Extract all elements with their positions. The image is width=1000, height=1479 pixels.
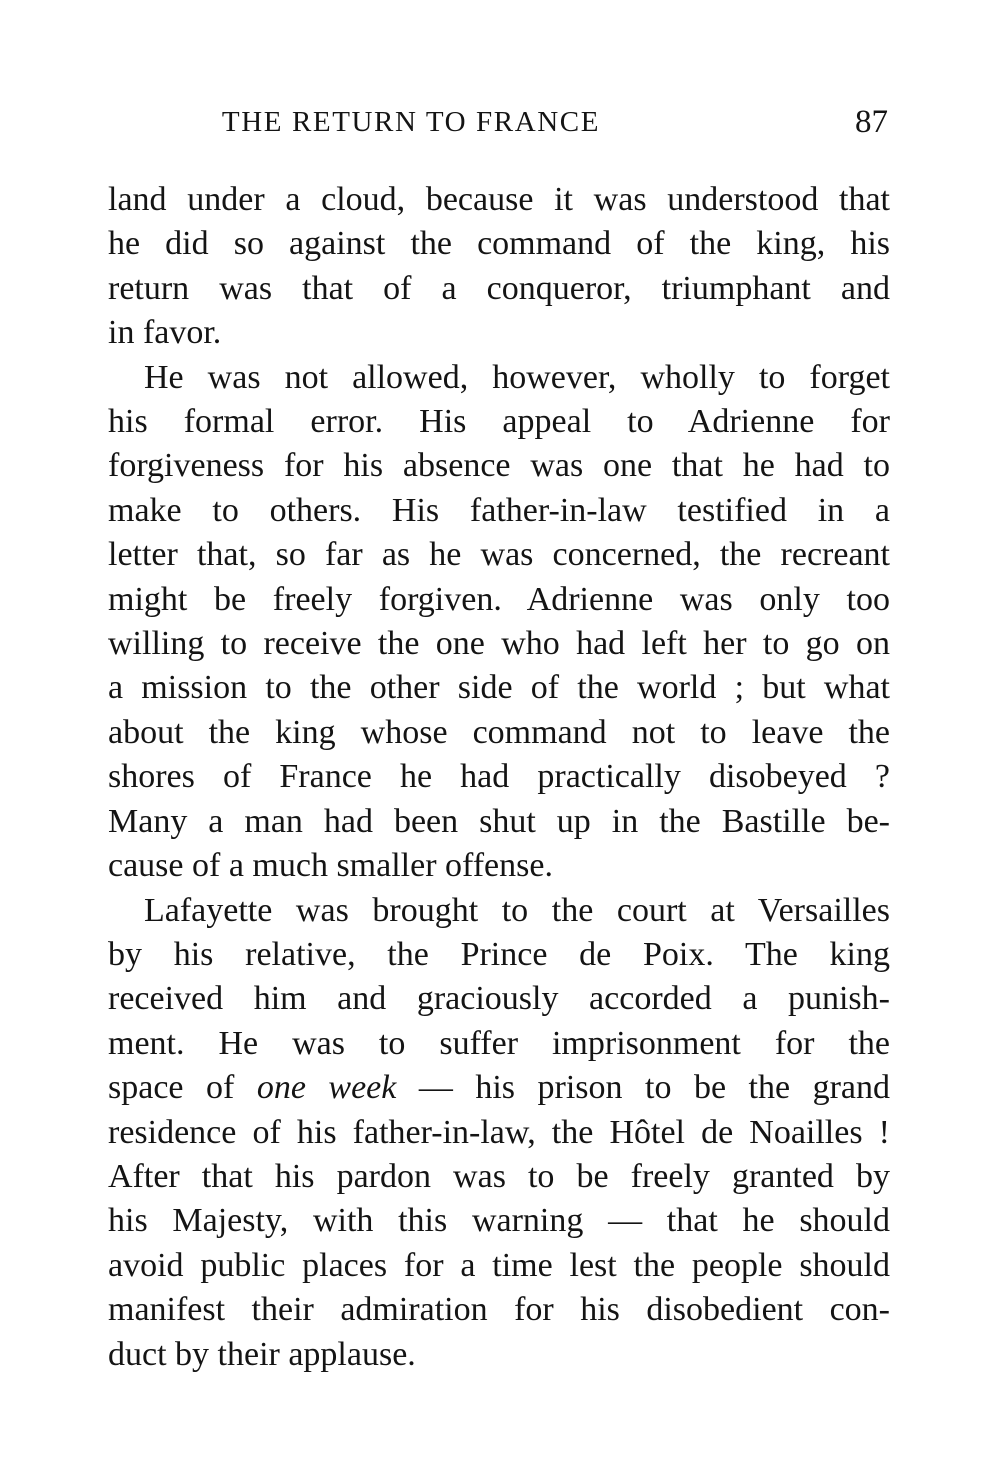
text-line: in favor. bbox=[108, 314, 222, 352]
text-line: shores of France he had practically disobeyed ? bbox=[108, 758, 890, 796]
text-line: After that his pardon was to be freely granted by bbox=[108, 1157, 890, 1195]
text-line: duct by their applause. bbox=[108, 1335, 416, 1373]
text-line: received him and graciously accorded a punish- bbox=[108, 980, 890, 1018]
text-line: avoid public places for a time lest the people should bbox=[108, 1246, 890, 1284]
running-title: THE RETURN TO FRANCE bbox=[221, 106, 601, 138]
text-line: return was that of a conqueror, triumphant and bbox=[108, 269, 890, 307]
text-line: willing to receive the one who had left her to go on bbox=[108, 625, 890, 663]
italic-emphasis: one week bbox=[256, 1069, 397, 1107]
text-line: manifest their admiration for his disobedient con- bbox=[108, 1291, 890, 1329]
page-number: 87 bbox=[855, 104, 888, 140]
running-head bbox=[108, 100, 888, 144]
text-line: forgiveness for his absence was one that he had to bbox=[108, 447, 890, 485]
text-line: ment. He was to suffer imprisonment for the bbox=[108, 1024, 890, 1062]
text-span: space of bbox=[108, 1069, 257, 1107]
text-line bbox=[108, 1066, 890, 1110]
text-line: Many a man had been shut up in the Bastille be- bbox=[108, 802, 890, 840]
text-line: residence of his father-in-law, the Hôtel de Noailles ! bbox=[108, 1113, 890, 1151]
text-line: land under a cloud, because it was understood that bbox=[108, 181, 890, 218]
text-line: Lafayette was brought to the court at Versailles bbox=[144, 891, 890, 929]
text-line: make to others. His father-in-law testified in a bbox=[108, 491, 890, 529]
text-line: a mission to the other side of the world ; but what bbox=[108, 669, 890, 707]
text-line: his Majesty, with this warning — that he should bbox=[108, 1202, 890, 1240]
text-line: He was not allowed, however, wholly to forget bbox=[144, 358, 890, 396]
text-line: letter that, so far as he was concerned, the recreant bbox=[108, 536, 890, 574]
text-span: — his prison to be the grand bbox=[396, 1069, 891, 1107]
text-line: cause of a much smaller offense. bbox=[108, 847, 553, 885]
text-line: might be freely forgiven. Adrienne was only too bbox=[108, 580, 890, 618]
text-line: about the king whose command not to leave the bbox=[108, 713, 890, 751]
text-line: he did so against the command of the king, his bbox=[108, 225, 890, 263]
text-line: his formal error. His appeal to Adrienne for bbox=[108, 403, 890, 441]
body-text bbox=[108, 178, 890, 1377]
text-line: by his relative, the Prince de Poix. The king bbox=[108, 935, 890, 973]
